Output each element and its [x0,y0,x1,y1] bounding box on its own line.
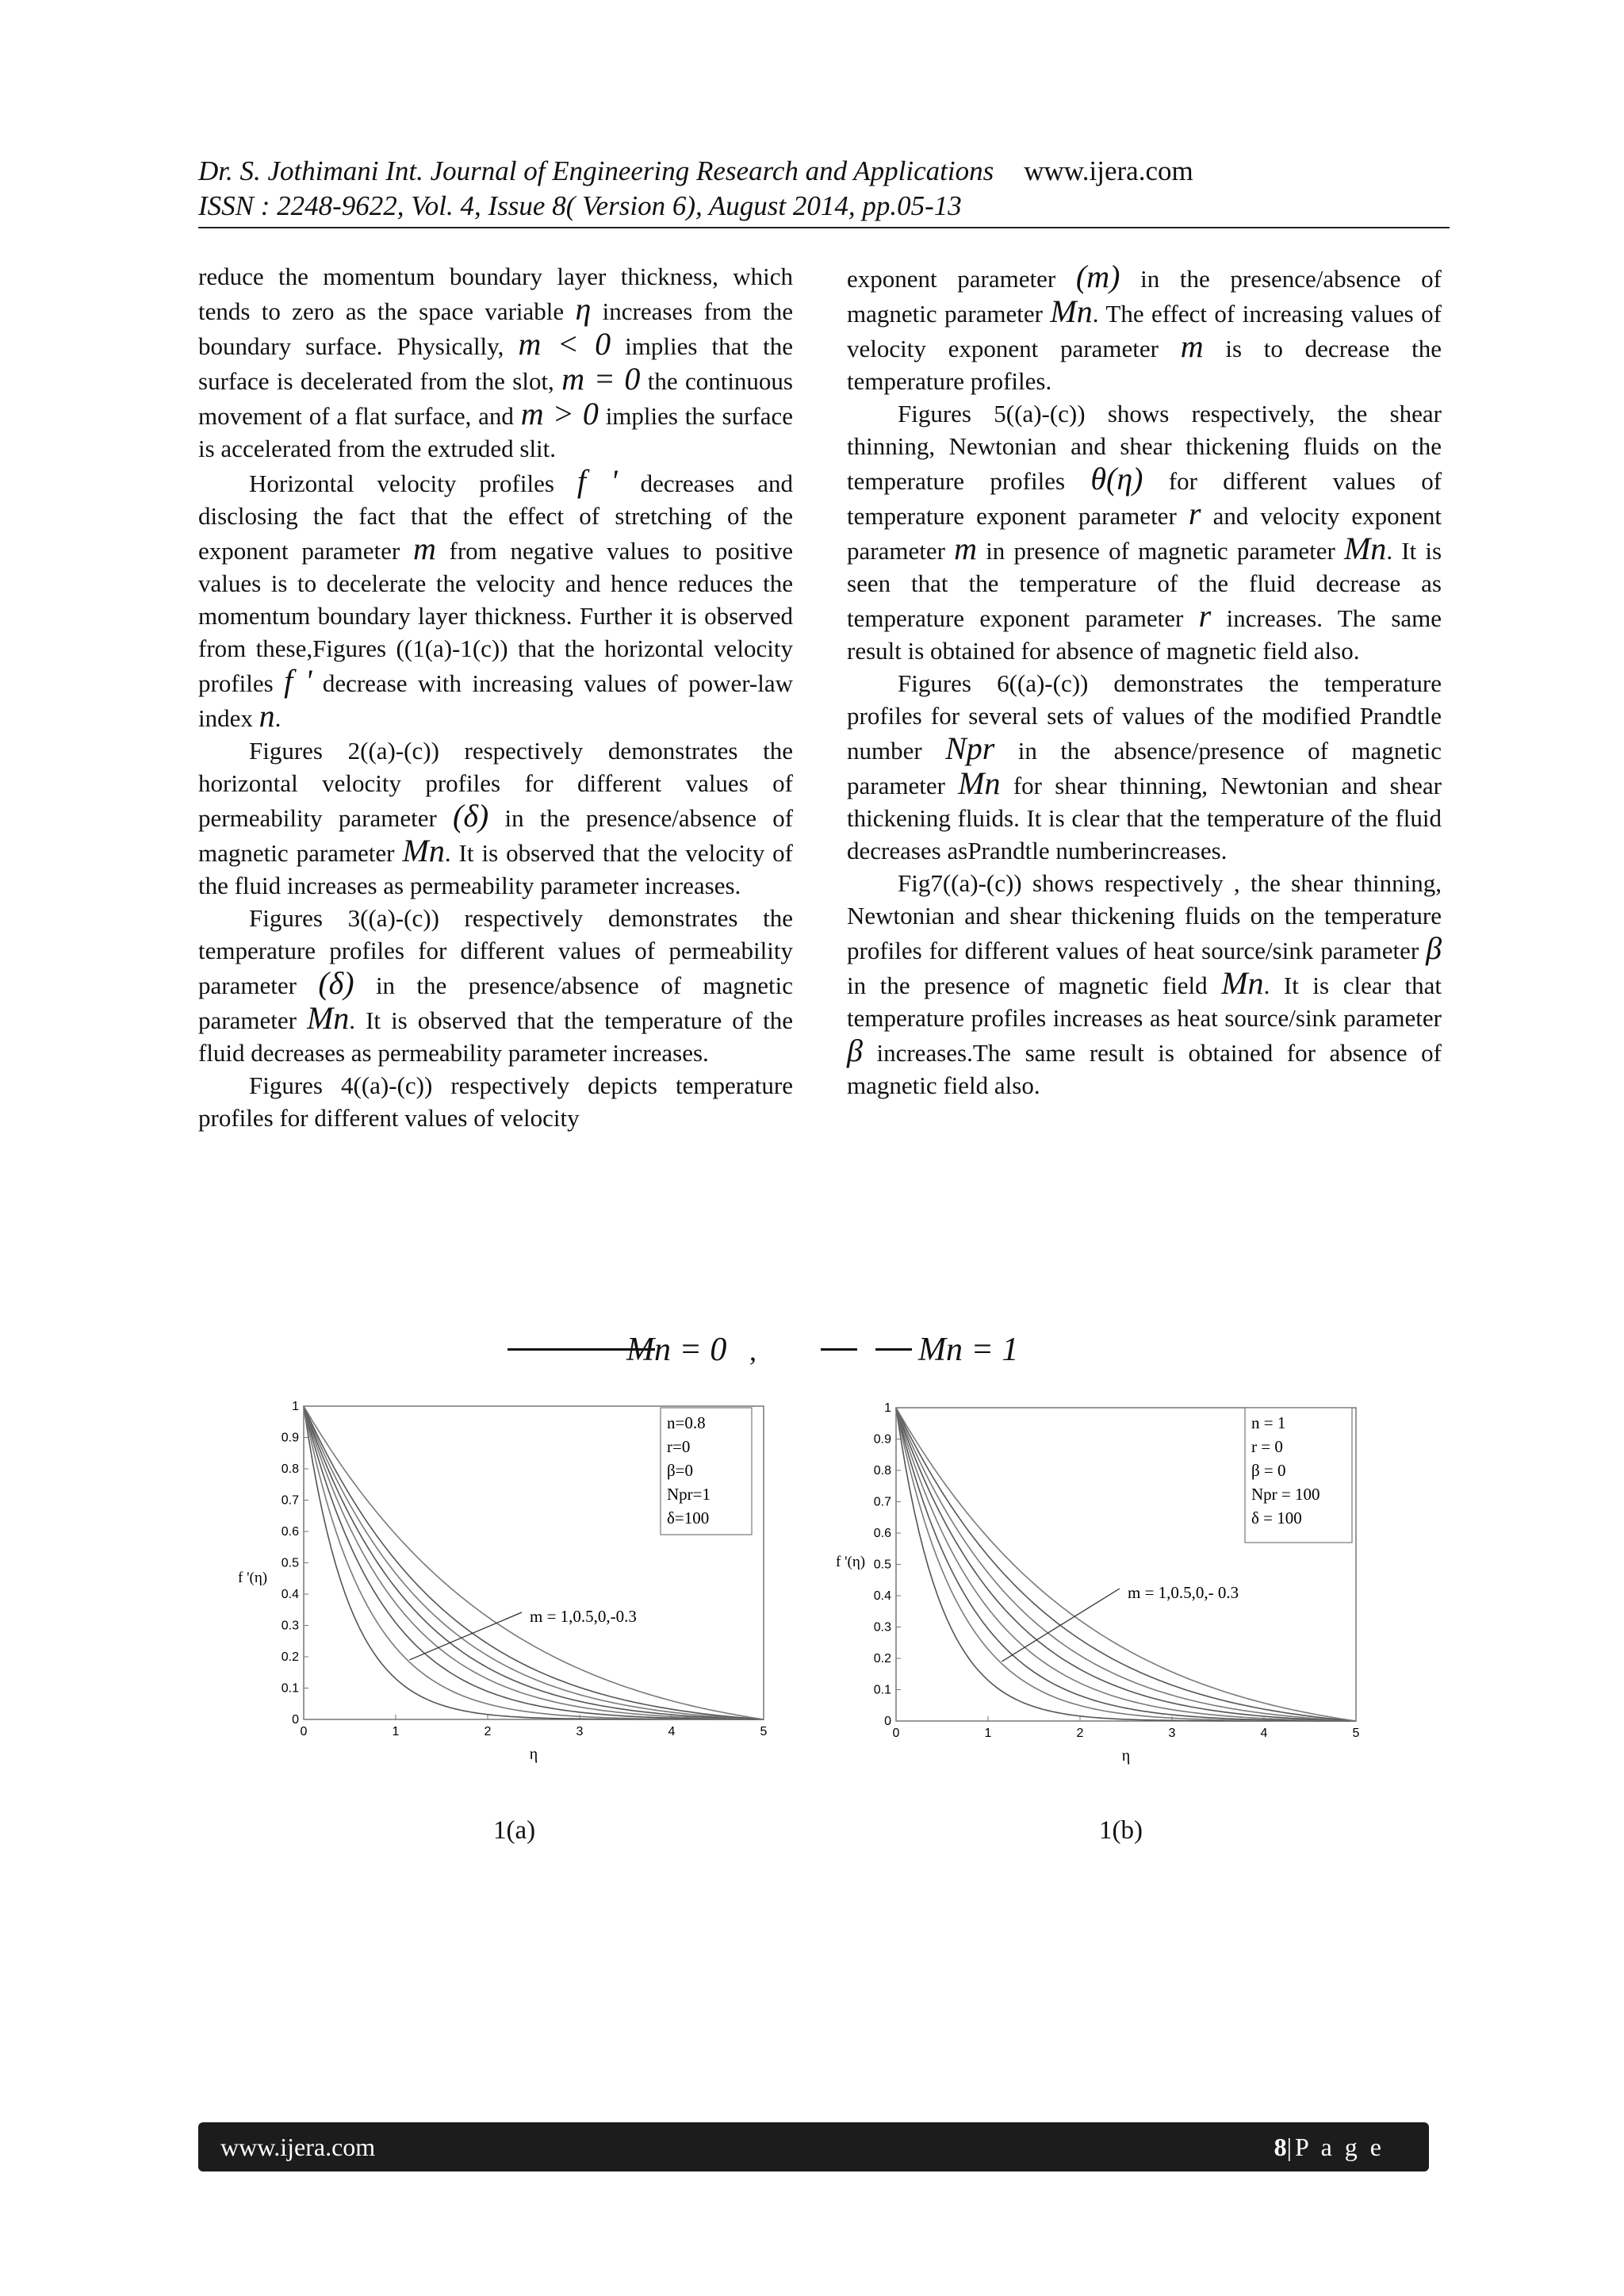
text-run: Horizontal velocity profiles [249,470,554,497]
text-run: for different values of temperature exponent parameter [847,467,1442,530]
y-tick-label: 0.3 [281,1619,299,1633]
text-run: . It is observed that the velocity of the fluid increases as permeability parameter increases. [198,839,794,899]
text-run: the continuous movement of a flat surface, and [198,367,793,430]
x-tick-label: 3 [1168,1727,1176,1740]
math-symbol: β [847,1033,863,1068]
paragraph [847,867,1442,1102]
y-tick-label: 0.1 [281,1681,299,1696]
y-tick-label: 0.1 [873,1683,891,1697]
text-run: in the presence/absence of magnetic parameter [198,972,794,1034]
params-box-line: n = 1 [1251,1413,1286,1432]
params-box-line: β = 0 [1251,1461,1286,1480]
text-run: from negative values to positive values is to decelerate the velocity and hence reduces the momentum boundary layer thickness. Further it is observed from these,Figures ((1(a)-1(c)) that the horizontal velocity profiles [198,537,794,697]
params-box-line: n=0.8 [667,1413,706,1432]
figure-legend [0,1323,1624,1378]
text-run: in the absence/presence of magnetic parameter [847,737,1442,799]
y-tick-label: 1 [292,1400,299,1413]
x-tick-label: 5 [1352,1727,1360,1740]
y-axis-label: f '(η) [238,1570,268,1586]
math-symbol: r [1198,598,1212,634]
math-symbol: Mn [402,833,445,868]
math-symbol: Mn [306,1000,350,1036]
x-tick-label: 4 [668,1725,676,1738]
legend-label-mn1: Mn = 1 [918,1332,1019,1368]
y-tick-label: 0.5 [281,1556,299,1570]
chart-1b [826,1392,1381,1804]
text-run: Figures 4((a)-(c)) respectively depicts temperature profiles for different values of velocity [198,1071,793,1132]
x-tick-label: 2 [1076,1727,1084,1740]
y-tick-label: 0 [292,1713,299,1727]
math-symbol: Mn [958,765,1001,801]
journal-site: www.ijera.com [1024,155,1193,186]
right-column [847,260,1442,1102]
params-box-line: δ=100 [667,1508,710,1527]
y-tick-label: 0.6 [281,1525,299,1539]
math-symbol: β [1426,930,1442,966]
x-tick-label: 3 [576,1725,584,1738]
paragraph [847,260,1442,397]
y-tick-label: 0.7 [873,1495,891,1509]
y-tick-label: 0.5 [873,1558,891,1572]
math-symbol: r [1188,496,1201,531]
text-run: increases.The same result is obtained for absence of magnetic field also. [847,1039,1442,1099]
text-run: increases. The same result is obtained for absence of magnetic field also. [847,604,1442,665]
text-run: Figures 3((a)-(c)) respectively demonstrates the temperature profiles for different values of permeability parameter [198,904,793,999]
x-tick-label: 0 [300,1725,308,1738]
text-run: in the presence of magnetic field [847,972,1208,999]
left-column [198,260,793,1134]
y-tick-label: 0.6 [873,1527,891,1540]
paragraph [198,902,793,1069]
text-run: in the presence/absence of magnetic parameter [847,265,1442,328]
y-tick-label: 0.9 [281,1431,299,1445]
math-symbol: m [954,531,977,566]
math-symbol: η [575,291,592,327]
math-symbol: m = 0 [561,361,641,397]
paragraph [847,667,1442,867]
math-symbol: (δ) [318,965,354,1001]
page-footer [198,2122,1429,2171]
figure-caption: 1(a) [493,1816,536,1845]
x-tick-label: 1 [984,1727,992,1740]
text-run: . It is observed that the temperature of the fluid decreases as permeability parameter increases. [198,1006,794,1067]
math-symbol: f ' [284,663,312,699]
y-tick-label: 0.3 [873,1620,891,1635]
params-box-line: r = 0 [1251,1437,1283,1456]
x-tick-label: 2 [484,1725,492,1738]
text-run: decreases and disclosing the fact that the effect of stretching of the exponent parameter [198,470,793,565]
chart-1a [228,1392,783,1804]
legend-separator: , [749,1335,756,1366]
math-symbol: (m) [1075,259,1120,294]
math-symbol: m > 0 [520,396,599,431]
text-run: implies the surface is accelerated from the extruded slit. [198,402,793,462]
math-symbol: m [1180,328,1204,364]
paragraph [198,260,793,465]
x-tick-label: 0 [892,1727,900,1740]
text-run: in the presence/absence of magnetic parameter [198,804,794,867]
params-box-line: Npr = 100 [1251,1485,1320,1504]
figure-caption: 1(b) [1099,1816,1143,1845]
text-run: decrease with increasing values of power-law index [198,669,794,732]
text-run: exponent parameter [847,265,1056,293]
running-header [198,154,1450,224]
x-axis-label: η [529,1746,538,1763]
y-axis-label: f '(η) [836,1554,866,1570]
legend-dash [821,1348,857,1351]
y-tick-label: 0.7 [281,1493,299,1508]
math-symbol: Mn [1221,965,1264,1001]
text-run: reduce the momentum boundary layer thickness, which tends to zero as the space variable [198,263,793,325]
params-box-line: β=0 [667,1461,694,1480]
y-tick-label: 0.4 [281,1588,299,1601]
curve-annotation: m = 1,0.5,0,-0.3 [530,1607,637,1626]
y-tick-label: 0.2 [873,1652,891,1665]
text-run: Fig7((a)-(c)) shows respectively , the shear thinning, Newtonian and shear thickening fluids on the temperature profiles for different values of heat source/sink parameter [847,869,1442,964]
paragraph [198,734,793,902]
text-run: . The effect of increasing values of velocity exponent parameter [847,300,1442,362]
text-run: . [274,704,282,732]
footer-site: www.ijera.com [220,2133,376,2161]
y-tick-label: 0 [884,1715,891,1728]
text-run: increases from the boundary surface. Physically, [198,297,794,360]
x-tick-label: 1 [392,1725,400,1738]
math-symbol: (δ) [453,798,489,834]
text-run: implies that the surface is decelerated from the slot, [198,332,793,395]
paragraph [198,465,793,734]
math-symbol: f ' [576,463,618,499]
legend-label-mn0: Mn = 0 [626,1332,727,1368]
journal-line: Dr. S. Jothimani Int. Journal of Engineering Research and Applications [198,155,994,186]
issn-line: ISSN : 2248-9622, Vol. 4, Issue 8( Version 6), August 2014, pp.05-13 [198,190,962,221]
legend-dash [875,1348,912,1351]
page-number [1274,2122,1385,2171]
y-tick-label: 0.2 [281,1650,299,1664]
paragraph [847,397,1442,667]
text-run: is to decrease the temperature profiles. [847,335,1442,395]
text-run: Figures 6((a)-(c)) demonstrates the temperature profiles for several sets of values of the modified Prandtle number [847,669,1442,765]
y-tick-label: 0.8 [873,1464,891,1478]
y-tick-label: 0.9 [873,1432,891,1447]
text-run: in presence of magnetic parameter [986,537,1335,565]
math-symbol: m < 0 [518,326,611,362]
math-symbol: θ(η) [1090,461,1143,496]
page-word: |P a g e [1286,2133,1385,2161]
x-tick-label: 5 [760,1725,768,1738]
math-symbol: Mn [1050,293,1093,329]
y-tick-label: 1 [884,1401,891,1415]
math-symbol: m [412,531,436,566]
text-run: and velocity exponent parameter [847,502,1442,565]
text-run: Figures 5((a)-(c)) shows respectively, the shear thinning, Newtonian and shear thickening fluids on the temperature profiles [847,400,1442,495]
x-tick-label: 4 [1260,1727,1268,1740]
paragraph [198,1069,793,1134]
header-rule [198,227,1450,228]
page-number-value: 8 [1274,2133,1287,2161]
y-tick-label: 0.4 [873,1589,891,1603]
text-run: . It is clear that temperature profiles increases as heat source/sink parameter [847,972,1442,1032]
math-symbol: n [259,698,275,734]
x-axis-label: η [1121,1747,1131,1765]
math-symbol: Npr [945,730,995,766]
math-symbol: Mn [1343,531,1387,566]
params-box-line: r=0 [667,1437,691,1456]
text-run: for shear thinning, Newtonian and shear thickening fluids. It is clear that the temperature of the fluid decreases asPrandtle numberincreases. [847,772,1442,864]
params-box-line: δ = 100 [1251,1508,1302,1527]
y-tick-label: 0.8 [281,1462,299,1476]
text-run: Figures 2((a)-(c)) respectively demonstrates the horizontal velocity profiles for different values of permeability parameter [198,737,793,832]
text-run: . It is seen that the temperature of the fluid decrease as temperature exponent parameter [847,537,1442,632]
params-box-line: Npr=1 [667,1485,711,1504]
curve-annotation: m = 1,0.5,0,- 0.3 [1128,1583,1239,1602]
